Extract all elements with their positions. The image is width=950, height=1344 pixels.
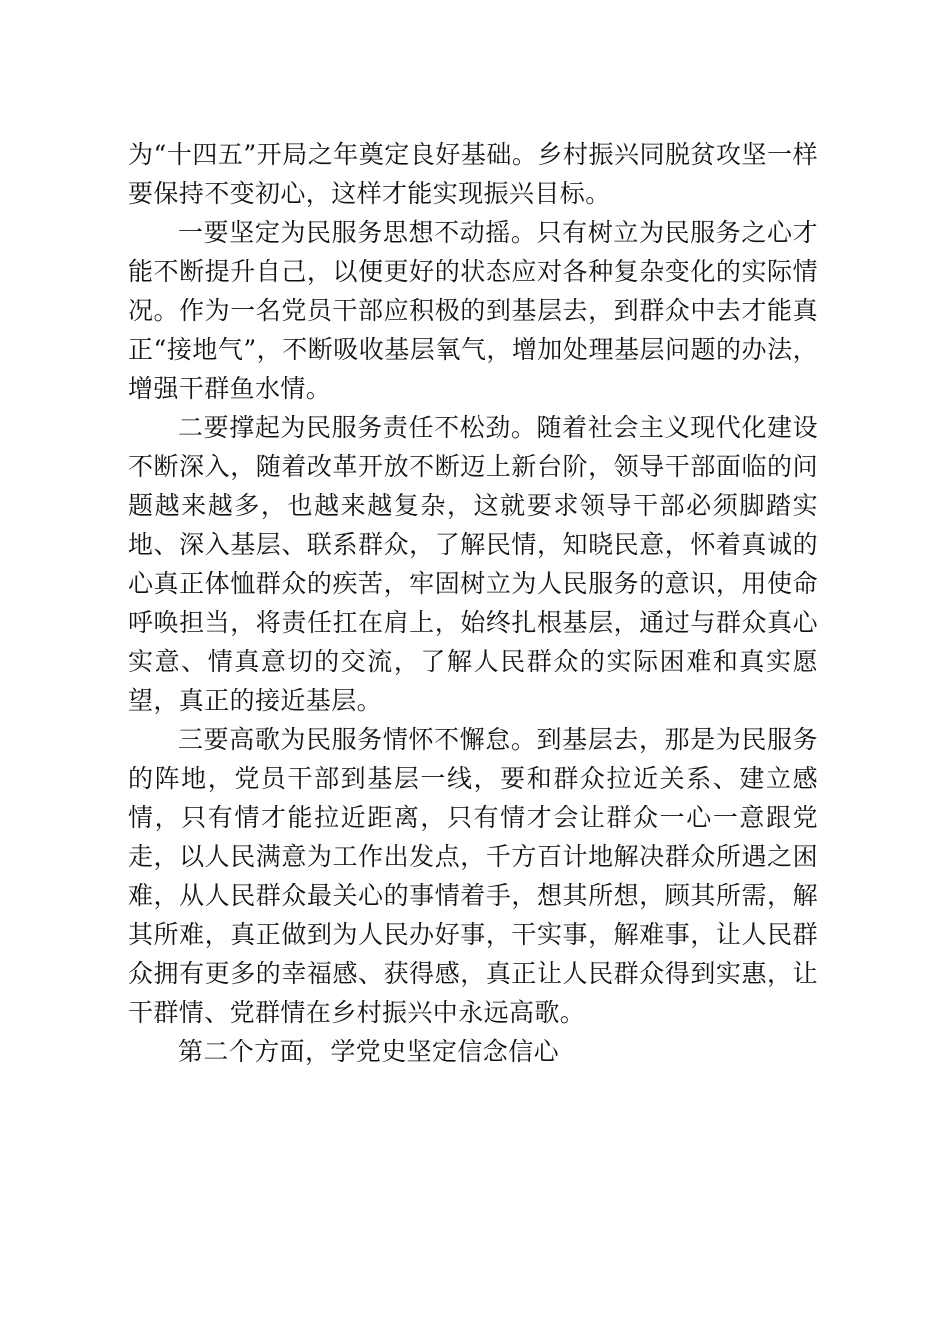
document-body [128, 135, 818, 1071]
paragraph-point-one: 一要坚定为民服务思想不动摇。只有树立为民服务之心才能不断提升自己，以便更好的状态应对各种复杂变化的实际情况。作为一名党员干部应积极的到基层去，到群众中去才能真正“接地气”，不断吸收基层氧气，增加处理基层问题的办法，增强干群鱼水情。 [128, 218, 818, 403]
paragraph-point-two: 二要撑起为民服务责任不松劲。随着社会主义现代化建设不断深入，随着改革开放不断迈上新台阶，领导干部面临的问题越来越多，也越来越复杂，这就要求领导干部必须脚踏实地、深入基层、联系群众，了解民情，知晓民意，怀着真诚的心真正体恤群众的疾苦，牢固树立为人民服务的意识，用使命呼唤担当，将责任扛在肩上，始终扎根基层，通过与群众真心实意、情真意切的交流，了解人民群众的实际困难和真实愿望，真正的接近基层。 [128, 413, 818, 715]
paragraph-continuation: 为“十四五”开局之年奠定良好基础。乡村振兴同脱贫攻坚一样要保持不变初心，这样才能实现振兴目标。 [128, 140, 818, 208]
paragraph-point-three: 三要高歌为民服务情怀不懈怠。到基层去，那是为民服务的阵地，党员干部到基层一线，要和群众拉近关系、建立感情，只有情才能拉近距离，只有情才会让群众一心一意跟党走，以人民满意为工作出发点，千方百计地解决群众所遇之困难，从人民群众最关心的事情着手，想其所想，顾其所需，解其所难，真正做到为人民办好事，干实事，解难事，让人民群众拥有更多的幸福感、获得感，真正让人民群众得到实惠，让干群情、党群情在乡村振兴中永远高歌。 [128, 725, 818, 1027]
section-heading-second-aspect: 第二个方面，学党史坚定信念信心 [178, 1037, 560, 1066]
